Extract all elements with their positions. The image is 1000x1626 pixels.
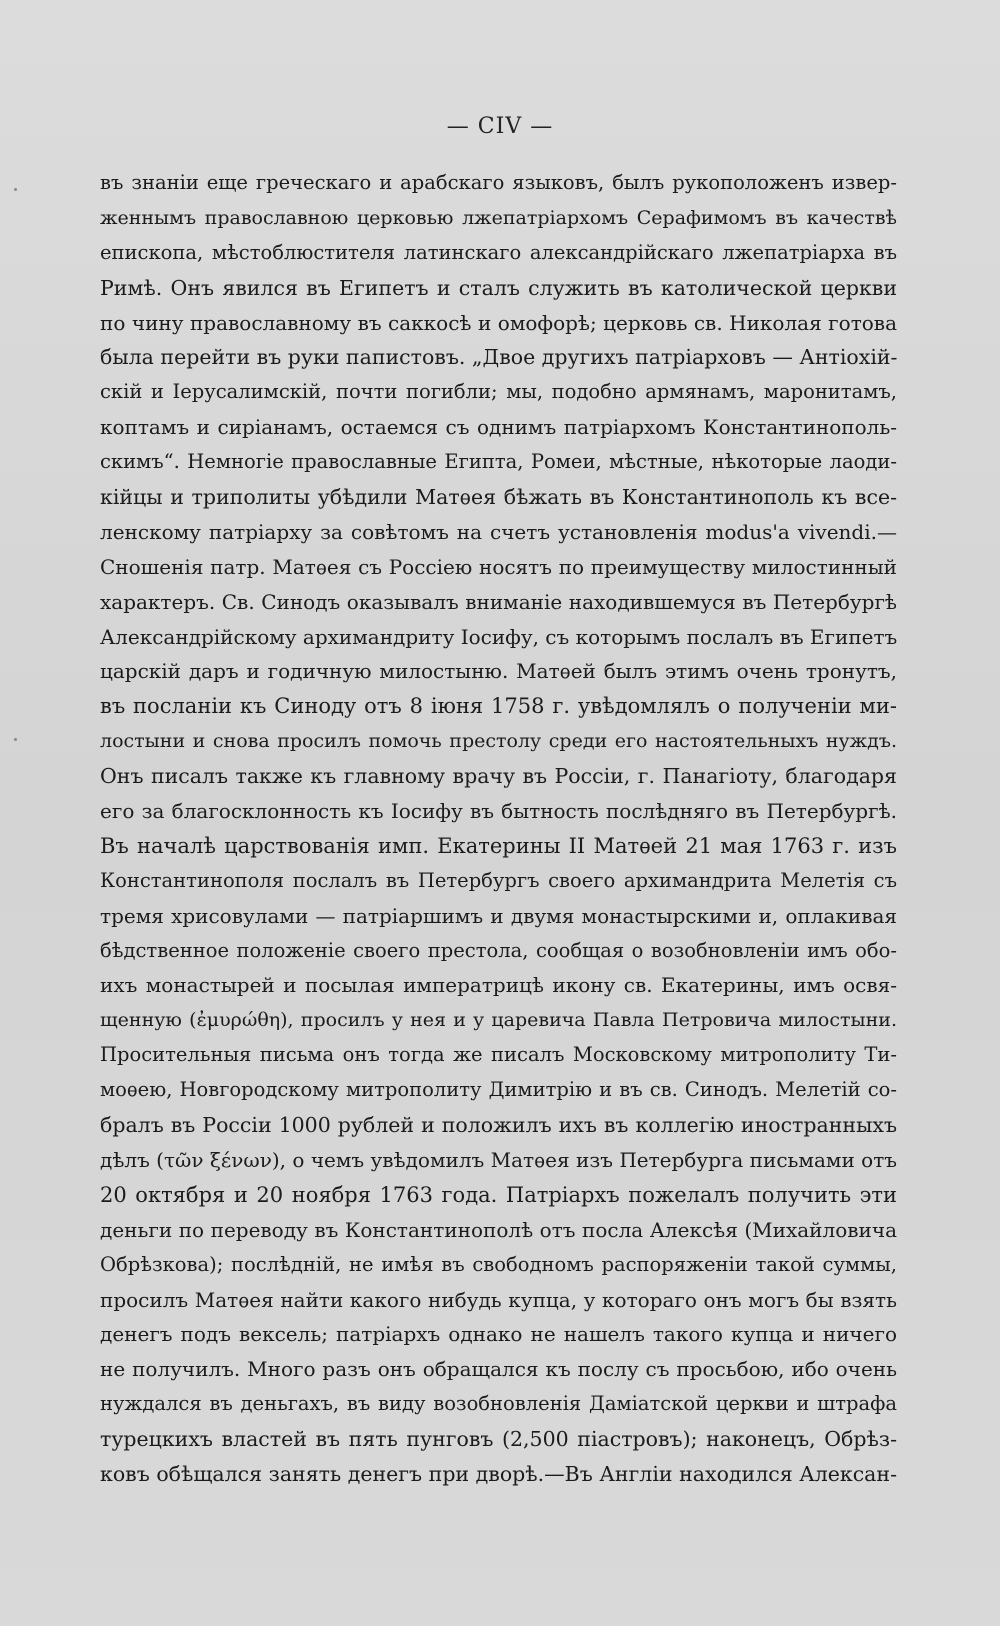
page-number: — CIV —: [446, 114, 554, 139]
text-line: бѣдственное положеніе своего престола, сообщая о возобновленіи имъ обо-: [100, 938, 897, 962]
text-line: коптамъ и сиріанамъ, остаемся съ однимъ патріархомъ Константинополь-: [100, 415, 897, 440]
text-line: просилъ Матѳея найти какого нибудь купца, у котораго онъ могъ бы взять: [100, 1287, 897, 1312]
text-line: ленскому патріарху за совѣтомъ на счетъ установленія modus'a vivendi.—: [100, 519, 897, 544]
text-line: дѣлъ (τῶν ξένων), о чемъ увѣдомилъ Матѳея изъ Петербурга письмами отъ: [100, 1147, 897, 1172]
text-line: Просительныя письма онъ тогда же писалъ Московскому митрополиту Ти-: [100, 1043, 897, 1067]
text-line: скимъ“. Немногіе православные Египта, Ромеи, мѣстные, нѣкоторые лаоди-: [100, 450, 897, 474]
text-line: была перейти въ руки папистовъ. „Двое другихъ патріарховъ — Антіохій-: [100, 345, 897, 370]
text-line: ковъ обѣщался занять денегъ при дворѣ.—Въ Англіи находился Алексан-: [100, 1461, 897, 1486]
text-line: нуждался въ деньгахъ, въ виду возобновленія Даміатской церкви и штрафа: [100, 1392, 897, 1416]
text-line: Въ началѣ царствованія имп. Екатерины II Матѳей 21 мая 1763 г. изъ: [100, 833, 897, 858]
text-line: денегъ подъ вексель; патріархъ однако не нашелъ такого купца и ничего: [100, 1322, 897, 1347]
text-line: царскій даръ и годичную милостыню. Матѳей былъ этимъ очень тронутъ,: [100, 659, 897, 684]
page-speck: [14, 188, 17, 191]
text-line: въ посланіи къ Синоду отъ 8 іюня 1758 г. увѣдомлялъ о полученіи ми-: [100, 694, 897, 719]
text-line: женнымъ православною церковью лжепатріархомъ Серафимомъ въ качествѣ: [100, 206, 897, 229]
text-line: не получилъ. Много разъ онъ обращался къ послу съ просьбою, ибо очень: [100, 1357, 897, 1382]
text-line: Обрѣзкова); послѣдній, не имѣя въ свободномъ распоряженіи такой суммы,: [100, 1252, 897, 1276]
page-speck: [14, 738, 17, 741]
text-line: въ знаніи еще греческаго и арабскаго языковъ, былъ рукоположенъ извер-: [100, 171, 897, 194]
text-line: лостыни и снова просилъ помочь престолу среди его настоятельныхъ нуждъ.: [100, 730, 897, 753]
text-line: ихъ монастырей и посылая императрицѣ икону св. Екатерины, имъ освя-: [100, 973, 897, 998]
text-line: Александрійскому архимандриту Іосифу, съ которымъ послалъ въ Египетъ: [100, 624, 897, 649]
text-line: тремя хрисовулами — патріаршимъ и двумя монастырскими и, оплакивая: [100, 903, 897, 928]
text-line: Константинополя послалъ въ Петербургъ своего архимандрита Мелетія съ: [100, 868, 897, 892]
text-line: деньги по переводу въ Константинополѣ отъ посла Алексѣя (Михайловича: [100, 1217, 897, 1242]
text-line: по чину православному въ саккосѣ и омофорѣ; церковь св. Николая готова: [100, 310, 897, 335]
text-line: турецкихъ властей въ пять пунговъ (2,500 піастровъ); наконецъ, Обрѣз-: [100, 1427, 897, 1452]
text-line: бралъ въ Россіи 1000 рублей и положилъ ихъ въ коллегію иностранныхъ: [100, 1113, 897, 1138]
text-line: Онъ писалъ также къ главному врачу въ Россіи, г. Панагіоту, благодаря: [100, 764, 897, 789]
text-line: Сношенія патр. Матѳея съ Россіею носятъ по преимуществу милостинный: [100, 554, 897, 579]
text-line: щенную (ἐμυρώθη), просилъ у нея и у царевича Павла Петровича милостыни.: [100, 1009, 897, 1032]
body-text: [100, 166, 897, 1492]
text-line: характеръ. Св. Синодъ оказывалъ вниманіе находившемуся въ Петербургѣ: [100, 589, 897, 614]
text-line: кійцы и триполиты убѣдили Матѳея бѣжать въ Константинополь къ все-: [100, 485, 897, 510]
text-line: 20 октября и 20 ноября 1763 года. Патріархъ пожелалъ получить эти: [100, 1182, 897, 1207]
text-line: Римѣ. Онъ явился въ Египетъ и сталъ служить въ католической церкви: [100, 275, 897, 300]
text-line: скій и Іерусалимскій, почти погибли; мы, подобно армянамъ, маронитамъ,: [100, 380, 897, 404]
text-line: его за благосклонность къ Іосифу въ бытность послѣдняго въ Петербургѣ.: [100, 799, 897, 824]
text-line: моѳею, Новгородскому митрополиту Димитрію и въ св. Синодъ. Мелетій со-: [100, 1078, 897, 1102]
text-line: епископа, мѣстоблюстителя латинскаго александрійскаго лжепатріарха въ: [100, 240, 897, 264]
